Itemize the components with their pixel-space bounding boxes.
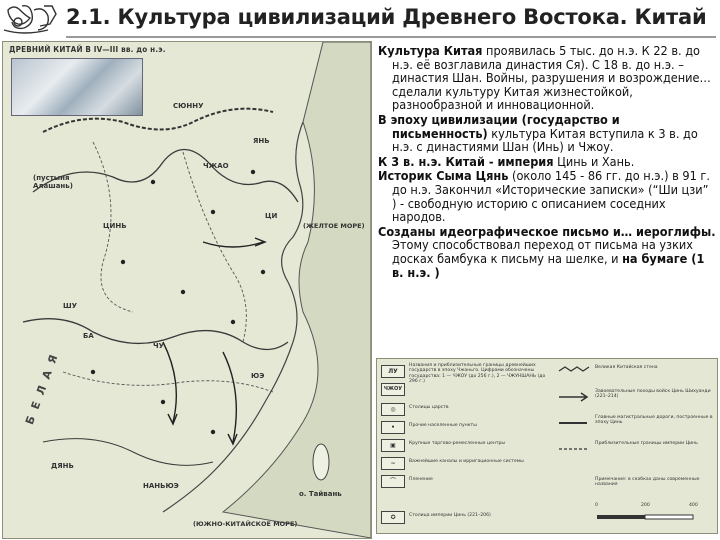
taiwan-island <box>313 444 329 480</box>
title-bar <box>0 0 720 40</box>
legend-left-3: Крупные торгово-ремесленные центры <box>409 441 506 446</box>
scale-label-400: 400 <box>689 503 698 508</box>
label-big-region: Б Е Л А Я <box>23 351 61 427</box>
legend-left-1: Столицы царств <box>409 405 449 410</box>
legend-right-symbols <box>557 365 591 515</box>
label-south-sea: (ЮЖНО-КИТАЙСКОЕ МОРЕ) <box>193 520 298 528</box>
title-underline <box>66 36 716 38</box>
p4-body: (около 145 - 86 гг. до н.э.) в 91 г. до н.э. Закончил «Исторические записки» (“Ши цзи” ) - свободную историю с описанием соседних народов. <box>392 168 710 225</box>
legend-left-0: Названия и приблизительные границы древнейших государств в эпоху Чжаньго. Цифрами обозначены государства: 1 — ЧЖОУ (до 256 г.), 2 — ЧЖУНШАНЬ (до 296 г.) <box>409 363 546 385</box>
legend-right-3: Приблизительные границы империи Цинь <box>595 441 698 446</box>
label-gobi: (пустыня Алашань) <box>33 174 73 190</box>
scale-label-0: 0 <box>595 503 598 508</box>
legend-left-4: Важнейшие каналы и ирригационные системы <box>409 459 524 464</box>
text-column <box>378 44 716 280</box>
p5-body: Этому способствовал переход от письма на узких досках бамбука к письму на шелке, и <box>392 237 693 266</box>
legend-symbol-captive: ⌒ <box>381 475 405 488</box>
label-dian: ДЯНЬ <box>51 462 74 470</box>
decorative-logo-icon <box>0 0 66 38</box>
campaign-arrows <box>163 238 265 444</box>
label-yan: ЯНЬ <box>253 137 270 145</box>
label-taiwan: о. Тайвань <box>299 490 342 498</box>
p1-intro: Культура Китая <box>378 43 483 58</box>
sea-area <box>223 42 371 538</box>
historical-map <box>2 41 372 539</box>
label-qin: ЦИНЬ <box>103 222 127 230</box>
scale-label-200: 200 <box>641 503 650 508</box>
legend-symbol-qin-capital: ✪ <box>381 511 405 524</box>
legend-symbol-settlement: • <box>381 421 405 434</box>
p2-intro: В эпоху цивилизации (государство и письменность) <box>378 111 620 141</box>
paragraph-5 <box>378 225 716 279</box>
p3-intro: К 3 в. н.э. Китай - империя <box>378 153 554 169</box>
p4-intro: Историк Сыма Цянь <box>378 168 509 184</box>
paragraph-1 <box>378 44 716 112</box>
legend-symbol-capital: ◎ <box>381 403 405 416</box>
legend-symbol-center: ▣ <box>381 439 405 452</box>
legend-symbol-zhou: ЧЖОУ <box>381 383 405 396</box>
paragraph-2 <box>378 113 716 154</box>
map-legend <box>376 358 718 534</box>
legend-symbol-lu: ЛУ <box>381 365 405 378</box>
label-shu: ШУ <box>63 302 78 310</box>
map-inset-photo <box>11 58 143 116</box>
p3-body: Цинь и Хань. <box>553 153 635 169</box>
legend-right-2: Главные магистральные дороги, построенные в эпоху Цинь <box>595 415 713 426</box>
legend-left-6: Столица империи Цинь (221–206) <box>409 513 491 518</box>
paragraph-3 <box>378 155 716 169</box>
label-qi: ЦИ <box>265 212 278 220</box>
label-yue: ЮЭ <box>251 372 265 380</box>
p5-tail: на бумаге (1 в. н.э. ) <box>392 250 705 280</box>
legend-right-0: Великая Китайская стена <box>595 365 658 370</box>
legend-left-5: Пленение <box>409 477 433 482</box>
label-zhao: ЧЖАО <box>203 162 229 170</box>
paragraph-4 <box>378 169 716 223</box>
map-header: ДРЕВНИЙ КИТАЙ В IV—III вв. до н.э. <box>9 45 166 54</box>
label-yellow-sea: (ЖЕЛТОЕ МОРЕ) <box>303 222 365 230</box>
legend-right-1: Завоевательные походы войск Цинь Шихуанди (221–214) <box>595 389 711 400</box>
legend-left-2: Прочие населенные пункты <box>409 423 477 428</box>
state-border-3 <box>63 372 273 392</box>
legend-symbol-canal: ~ <box>381 457 405 470</box>
slide-title: 2.1. Культура цивилизаций Древнего Востока. Китай <box>66 5 707 29</box>
p2-body: культура Китая вступила к 3 в. до н.э. с династиями Шан (Инь) и Чжоу. <box>392 125 698 155</box>
label-xiongnu: СЮННУ <box>173 102 204 110</box>
p5-intro: Созданы идеографическое письмо и… иероглифы. <box>378 223 716 239</box>
p1-body: проявилась 5 тыс. до н.э. К 22 в. до н.э. её возглавила династия Ся). С 18 в. до н.э. – династия Шан. Войны, разрушения и возрождение… сделали культуру Китая жизнестойкой, разнообразной и инновационной. <box>392 43 711 113</box>
legend-right-4: Примечание: в скобках даны современные названия <box>595 477 700 488</box>
city-markers <box>91 170 265 434</box>
label-chu: ЧУ <box>153 342 165 350</box>
label-ba: БА <box>83 332 94 340</box>
label-nanyue: НАНЬЮЭ <box>143 482 179 490</box>
